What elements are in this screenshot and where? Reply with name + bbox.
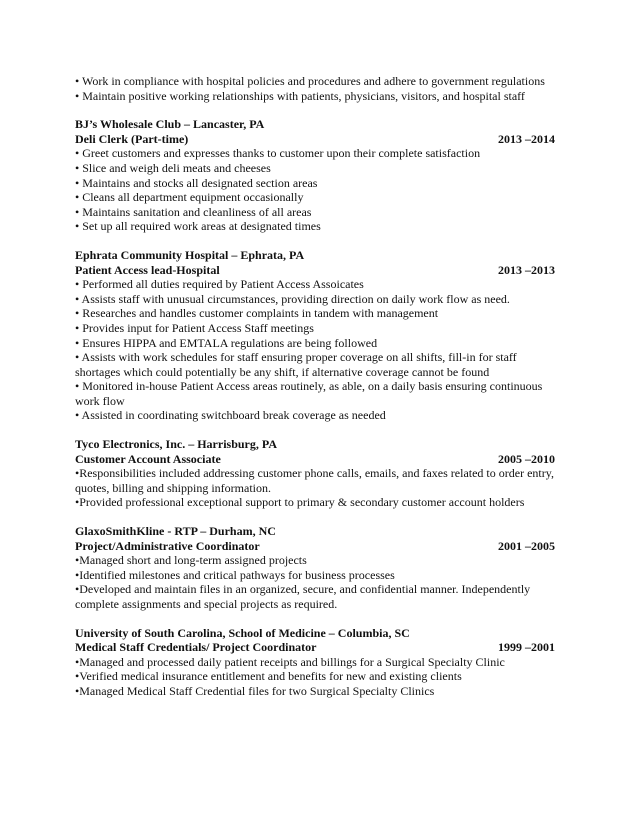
job-bullet: • Assisted in coordinating switchboard break coverage as needed xyxy=(75,408,386,423)
job-bullet: • Ensures HIPPA and EMTALA regulations are being followed xyxy=(75,335,378,350)
job-title-row xyxy=(75,640,555,655)
job-bullet: • Assists with work schedules for staff ensuring proper coverage on all shifts, fill-in for staff shortages which could potentially be any shift, if alternative coverage cannot be found xyxy=(75,350,517,379)
job-bullet: •Verified medical insurance entitlement and benefits for new and existing clients xyxy=(75,669,462,684)
job-employer: GlaxoSmithKline - RTP – Durham, NC xyxy=(75,524,276,539)
job-bullet: • Provides input for Patient Access Staff meetings xyxy=(75,320,314,335)
job-bullet: •Managed and processed daily patient receipts and billings for a Surgical Specialty Clinic xyxy=(75,654,505,669)
job-bullet: • Slice and weigh deli meats and cheeses xyxy=(75,160,271,175)
job-bullet: • Maintains sanitation and cleanliness of all areas xyxy=(75,204,312,219)
job-title: Deli Clerk (Part-time) xyxy=(75,131,189,146)
job-bullet: •Managed short and long-term assigned projects xyxy=(75,553,307,568)
job-entry xyxy=(75,117,555,234)
job-dates: 2005 –2010 xyxy=(498,451,555,466)
job-bullet: •Identified milestones and critical pathways for business processes xyxy=(75,567,395,582)
job-bullet: • Researches and handles customer complaints in tandem with management xyxy=(75,306,439,321)
job-bullet: •Provided professional exceptional support to primary & secondary customer account holders xyxy=(75,495,525,510)
job-bullet: •Responsibilities included addressing customer phone calls, emails, and faxes related to order entry, quotes, billing and shipping information. xyxy=(75,466,554,495)
job-employer: Tyco Electronics, Inc. – Harrisburg, PA xyxy=(75,437,277,452)
intro-bullet: • Maintain positive working relationships with patients, physicians, visitors, and hospital staff xyxy=(75,88,525,103)
job-bullet: • Performed all duties required by Patient Access Assoicates xyxy=(75,277,364,292)
spacer xyxy=(75,510,555,524)
job-dates: 2013 –2013 xyxy=(498,262,555,277)
job-title: Patient Access lead-Hospital xyxy=(75,262,220,277)
job-bullet: • Assists staff with unusual circumstances, providing direction on daily work flow as need. xyxy=(75,291,510,306)
job-bullet: • Maintains and stocks all designated section areas xyxy=(75,175,318,190)
job-dates: 2001 –2005 xyxy=(498,538,555,553)
job-bullet: •Managed Medical Staff Credential files for two Surgical Specialty Clinics xyxy=(75,683,435,698)
job-bullet: • Monitored in-house Patient Access areas routinely, as able, on a daily basis ensuring continuous work flow xyxy=(75,379,543,408)
spacer xyxy=(75,103,555,117)
job-title-row xyxy=(75,263,555,278)
job-employer: Ephrata Community Hospital – Ephrata, PA xyxy=(75,247,305,262)
job-title: Customer Account Associate xyxy=(75,451,221,466)
job-bullet: • Set up all required work areas at designated times xyxy=(75,219,321,234)
job-entry xyxy=(75,437,555,510)
job-employer: BJ’s Wholesale Club – Lancaster, PA xyxy=(75,117,265,132)
job-bullet: •Developed and maintain files in an organized, secure, and confidential manner. Independently complete assignments and special projects as required. xyxy=(75,582,531,611)
job-title-row xyxy=(75,539,555,554)
job-bullet: • Greet customers and expresses thanks to customer upon their complete satisfaction xyxy=(75,146,481,161)
job-dates: 1999 –2001 xyxy=(498,640,555,655)
job-title: Project/Administrative Coordinator xyxy=(75,538,260,553)
job-dates: 2013 –2014 xyxy=(498,131,555,146)
job-entry xyxy=(75,626,555,699)
job-entry xyxy=(75,524,555,612)
job-title-row xyxy=(75,132,555,147)
spacer xyxy=(75,423,555,437)
resume-page xyxy=(75,74,555,699)
spacer xyxy=(75,612,555,626)
job-entry xyxy=(75,248,555,423)
job-title: Medical Staff Credentials/ Project Coordinator xyxy=(75,640,317,655)
intro-bullet: • Work in compliance with hospital policies and procedures and adhere to government regulations xyxy=(75,74,545,88)
job-bullet: • Cleans all department equipment occasionally xyxy=(75,190,304,205)
spacer xyxy=(75,234,555,248)
job-employer: University of South Carolina, School of Medicine – Columbia, SC xyxy=(75,625,410,640)
job-title-row xyxy=(75,452,555,467)
